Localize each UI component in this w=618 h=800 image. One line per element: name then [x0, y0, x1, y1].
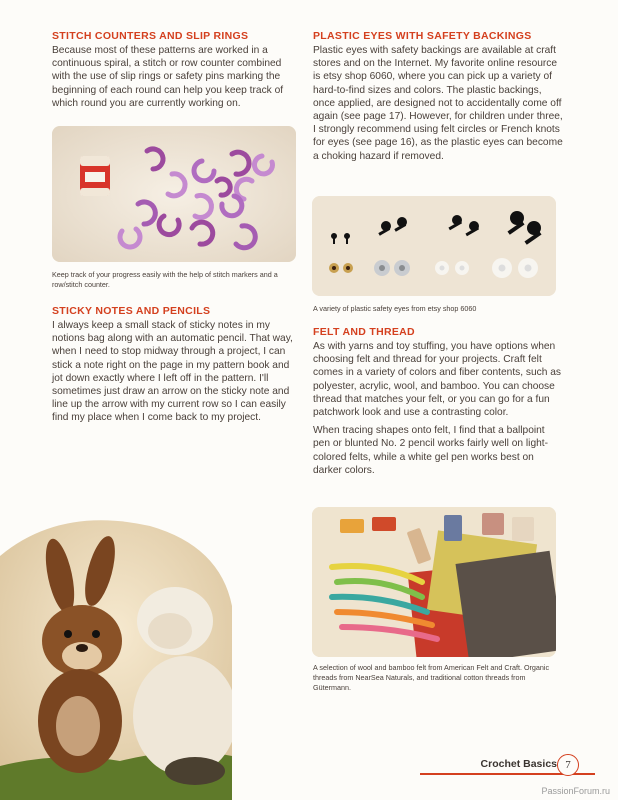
heading-stitch-counters: STITCH COUNTERS AND SLIP RINGS: [52, 30, 249, 42]
caption-felt-thread: A selection of wool and bamboo felt from American Felt and Craft. Organic threads from NearSea Naturals, and traditional cotton threads from Gütermann.: [313, 663, 550, 692]
heading-sticky-notes: STICKY NOTES AND PENCILS: [52, 305, 211, 317]
heading-plastic-eyes: PLASTIC EYES WITH SAFETY BACKINGS: [313, 30, 532, 42]
body-felt-thread-1: As with yarns and toy stuffing, you have options when choosing felt and thread for your projects. Craft felt comes in a variety of colors and fiber contents, such as polyester, acrylic, wool, and bamboo. You can choose thread that matches your felt, or you can go for a fun patchwork look and use a contrasting color.: [313, 341, 562, 419]
page-footer: [420, 754, 595, 778]
section-stitch-counters: [52, 30, 302, 110]
caption-safety-eyes: A variety of plastic safety eyes from etsy shop 6060: [313, 304, 477, 313]
footer-section-title: Crochet Basics: [480, 758, 557, 770]
caption-safety-eyes-wrap: [313, 304, 563, 314]
body-felt-thread-2: When tracing shapes onto felt, I find that a ballpoint pen or blunted No. 2 pencil works fairly well on light-colored felts, while a white gel pen works best on darker colors.: [313, 425, 548, 476]
stitch-markers-illustration: [52, 126, 296, 262]
stitch-markers-photo: [52, 126, 296, 262]
safety-eyes-photo: [312, 196, 556, 296]
amigurumi-illustration: [0, 516, 232, 800]
body-plastic-eyes: Plastic eyes with safety backings are available at craft stores and on the Internet. My favorite online resource is etsy shop 6060, where you can pick up a variety of hard-to-find sizes and colors. The plastic backings, once applied, are designed not to accidentally come off again (see page 17). However, for children under three, I strongly recommend using felt circles or French knots for eyes (see page 16), as the plastic eyes can become a choking hazard if removed.: [313, 45, 563, 162]
heading-felt-thread: FELT AND THREAD: [313, 326, 415, 338]
caption-felt-thread-wrap: [313, 663, 563, 693]
amigurumi-photo: [0, 516, 232, 800]
page-number: 7: [557, 754, 579, 776]
caption-stitch-markers-wrap: [52, 270, 302, 290]
caption-stitch-markers: Keep track of your progress easily with the help of stitch markers and a row/stitch counter.: [52, 270, 278, 289]
body-sticky-notes: I always keep a small stack of sticky notes in my notions bag along with an automatic pencil. That way, when I need to stop midway through a project, I can stick a note right on the page in my pattern book and jot down exactly where I left off in the pattern. I'll sometimes just draw an arrow on the sticky note and line up the arrow with my current row so I can easily find my place when I come back to my project.: [52, 320, 293, 424]
watermark: PassionForum.ru: [541, 786, 610, 796]
body-stitch-counters: Because most of these patterns are worked in a continuous spiral, a stitch or row counter combined with the use of slip rings or safety pins marking the beginning of each round can help you keep track of which round you are currently working on.: [52, 45, 284, 109]
felt-thread-illustration: [312, 507, 556, 657]
safety-eyes-illustration: [312, 196, 556, 296]
section-sticky-notes: [52, 305, 302, 425]
row-counter-icon: [80, 156, 110, 196]
section-felt-thread: [313, 326, 563, 477]
felt-thread-photo: [312, 507, 556, 657]
section-plastic-eyes: [313, 30, 563, 163]
